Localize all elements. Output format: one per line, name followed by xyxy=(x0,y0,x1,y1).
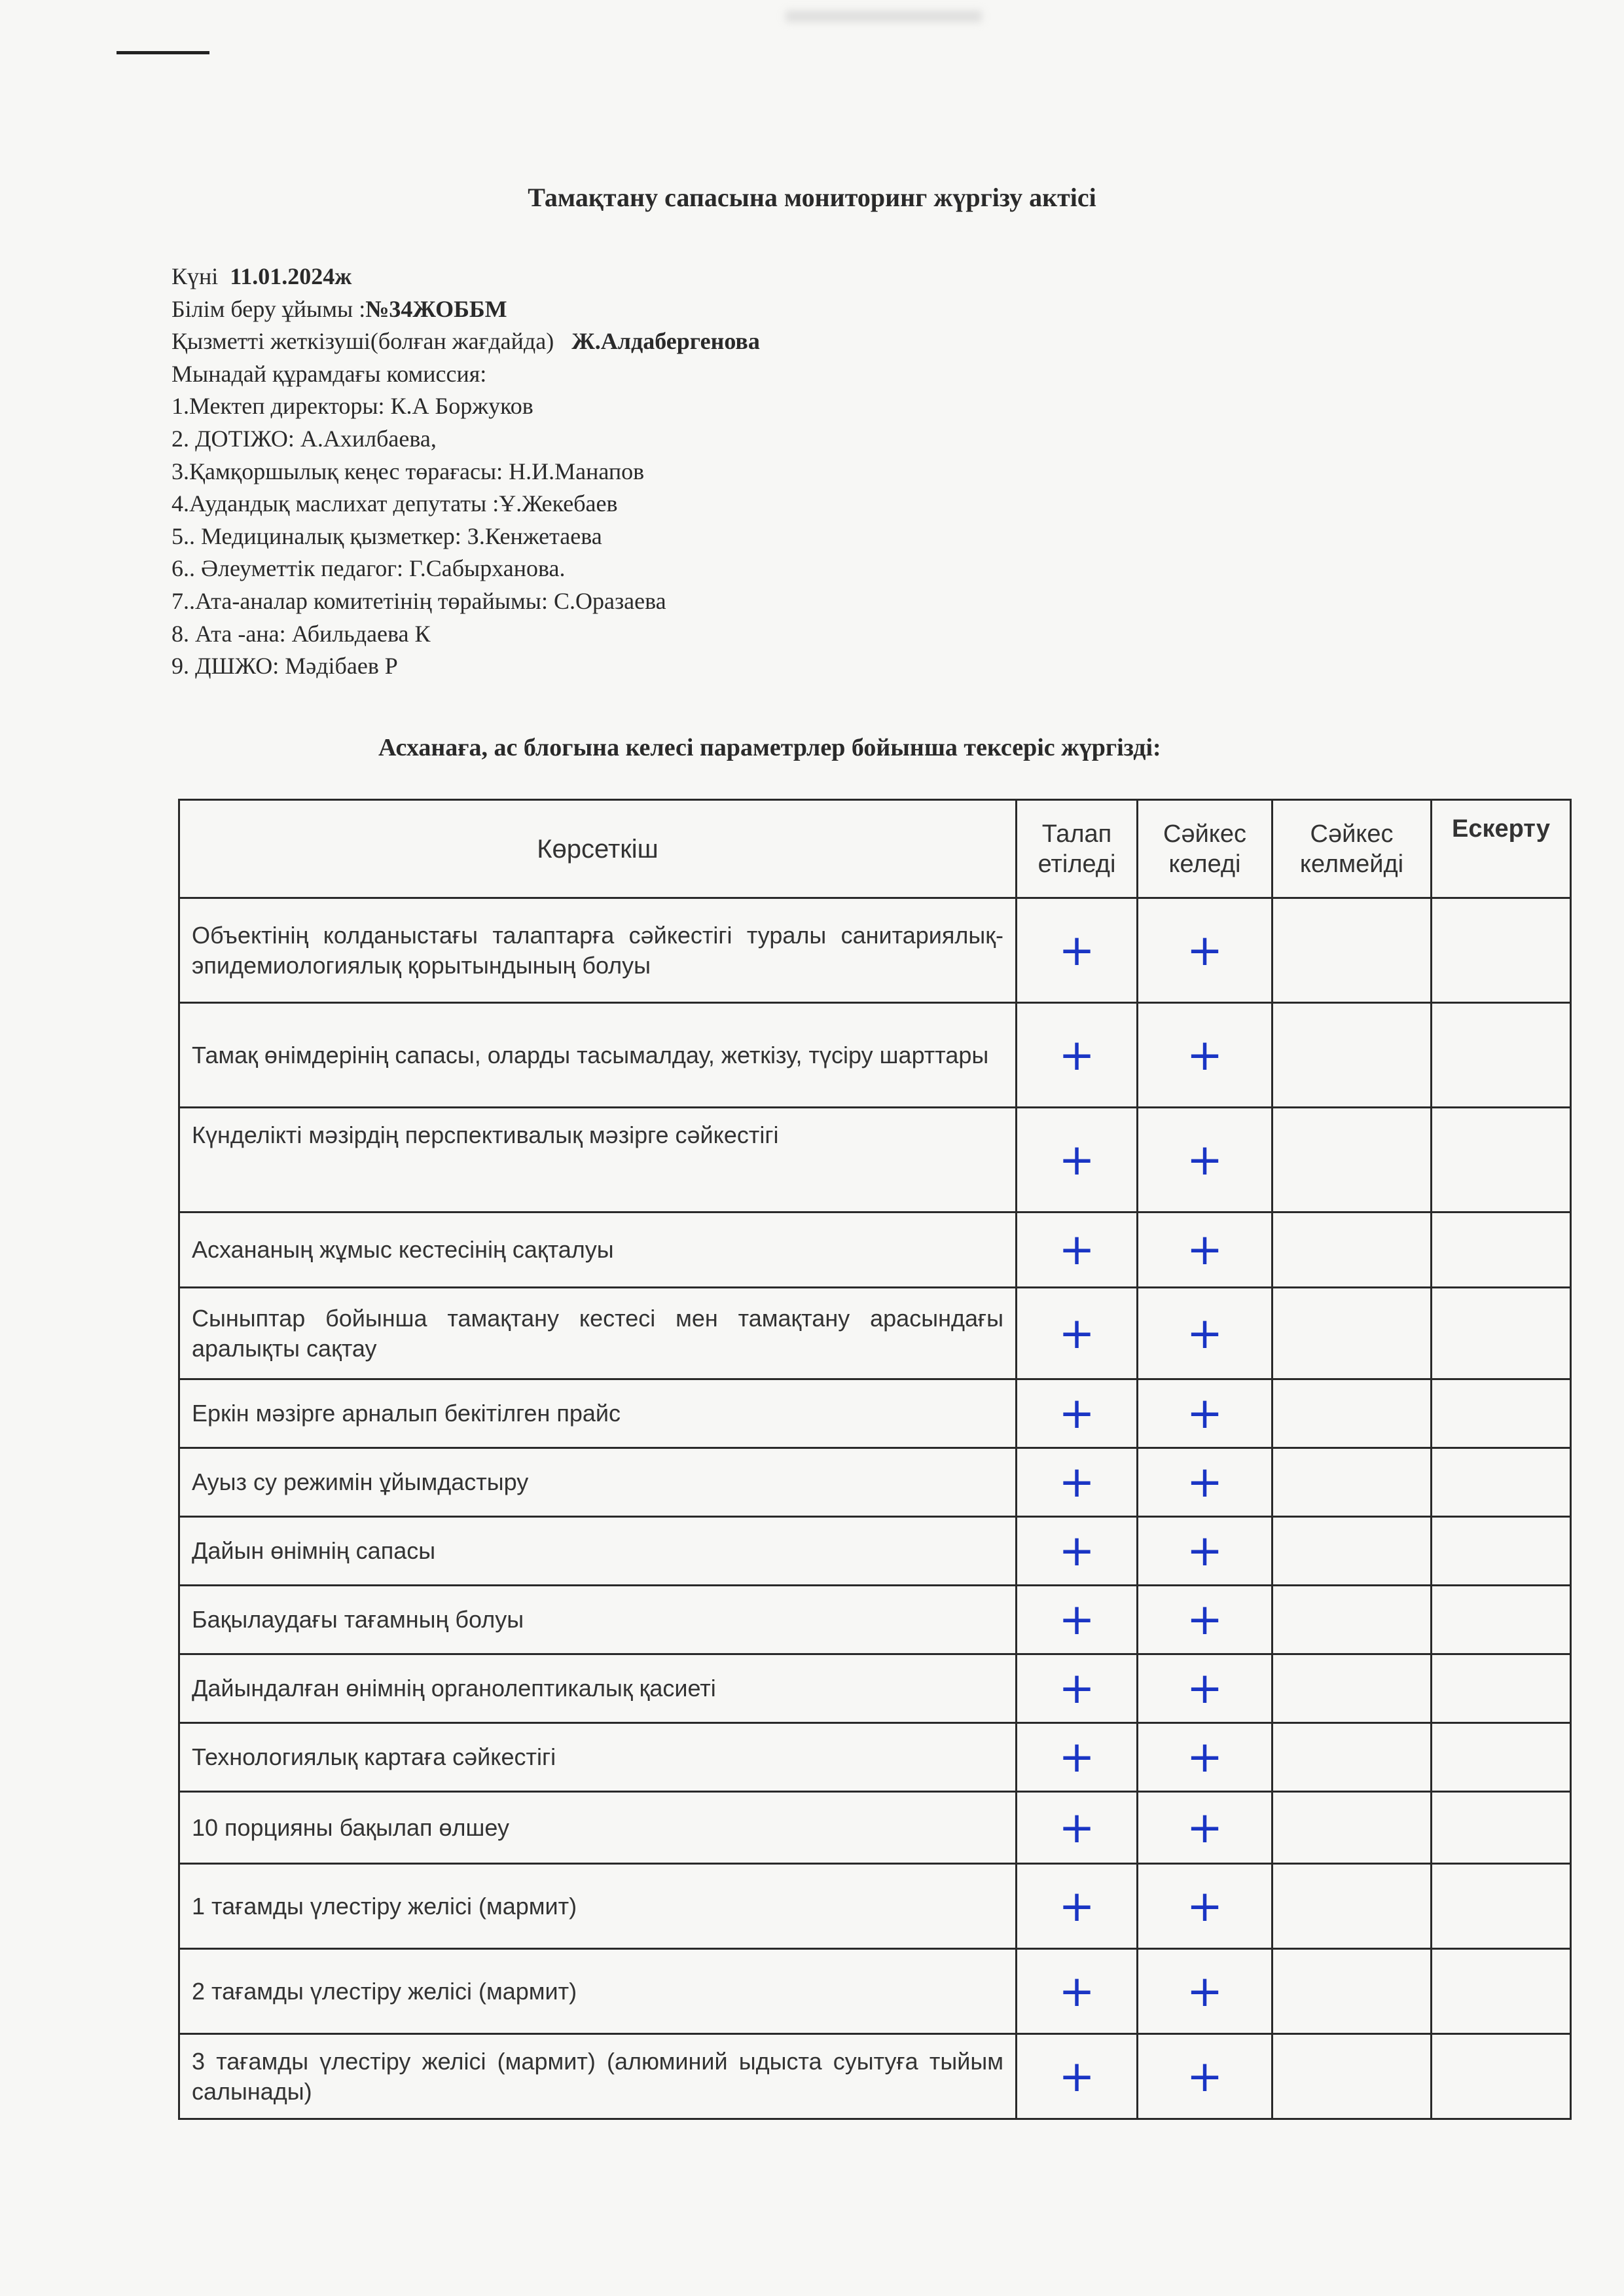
note-cell xyxy=(1432,898,1571,1003)
organization-label: Білім беру ұйымы : xyxy=(171,295,366,322)
required-mark: + xyxy=(1017,1792,1138,1864)
conforms-mark: + xyxy=(1138,1379,1272,1448)
required-mark: + xyxy=(1017,1003,1138,1108)
conforms-mark: + xyxy=(1138,1003,1272,1108)
indicator-cell: Дайындалған өнімнің органолептикалық қасиеті xyxy=(179,1654,1017,1723)
indicator-cell: Күнделікті мәзірдің перспективалық мәзірге сәйкестігі xyxy=(179,1108,1017,1212)
table-row xyxy=(179,1864,1571,1949)
commission-member: 6.. Әлеуметтік педагог: Г.Сабырханова. xyxy=(171,555,566,582)
date-line xyxy=(171,261,760,293)
table-header-row xyxy=(179,800,1571,898)
provider-label: Қызметті жеткізуші(болған жағдайда) xyxy=(171,328,554,355)
commission-intro: Мынадай құрамдағы комиссия: xyxy=(171,360,487,387)
commission-member: 5.. Медициналық қызметкер: З.Кенжетаева xyxy=(171,522,602,549)
not-conforms-cell xyxy=(1272,1949,1432,2034)
indicator-cell: 3 тағамды үлестіру желісі (мармит) (алюминий ыдыста суытуға тыйым салынады) xyxy=(179,2034,1017,2119)
indicator-cell: 10 порцияны бақылап өлшеу xyxy=(179,1792,1017,1864)
note-cell xyxy=(1432,1586,1571,1654)
table-row xyxy=(179,1517,1571,1586)
commission-member: 8. Ата -ана: Абильдаева К xyxy=(171,620,431,647)
not-conforms-cell xyxy=(1272,1003,1432,1108)
indicator-cell: Ауыз су режимін ұйымдастыру xyxy=(179,1448,1017,1517)
not-conforms-cell xyxy=(1272,898,1432,1003)
indicator-cell: Асхананың жұмыс кестесінің сақталуы xyxy=(179,1212,1017,1288)
indicator-cell: 1 тағамды үлестіру желісі (мармит) xyxy=(179,1864,1017,1949)
commission-member: 1.Мектеп директоры: К.А Боржуков xyxy=(171,393,533,420)
conforms-mark: + xyxy=(1138,1212,1272,1288)
table-row xyxy=(179,1212,1571,1288)
table-row xyxy=(179,1448,1571,1517)
not-conforms-cell xyxy=(1272,1379,1432,1448)
note-cell xyxy=(1432,2034,1571,2119)
indicator-cell: Еркін мәзірге арналып бекітілген прайс xyxy=(179,1379,1017,1448)
required-mark: + xyxy=(1017,2034,1138,2119)
not-conforms-cell xyxy=(1272,1586,1432,1654)
provider-line xyxy=(171,325,760,358)
required-mark: + xyxy=(1017,898,1138,1003)
not-conforms-cell xyxy=(1272,1212,1432,1288)
not-conforms-cell xyxy=(1272,1517,1432,1586)
note-cell xyxy=(1432,1517,1571,1586)
not-conforms-cell xyxy=(1272,1288,1432,1379)
table-row xyxy=(179,1792,1571,1864)
conforms-mark: + xyxy=(1138,898,1272,1003)
indicator-cell: Бақылаудағы тағамның болуы xyxy=(179,1586,1017,1654)
indicator-cell: Сыныптар бойынша тамақтану кестесі мен тамақтану арасындағы аралықты сақтау xyxy=(179,1288,1017,1379)
note-cell xyxy=(1432,1379,1571,1448)
table-row xyxy=(179,898,1571,1003)
required-mark: + xyxy=(1017,1288,1138,1379)
required-mark: + xyxy=(1017,1448,1138,1517)
conforms-mark: + xyxy=(1138,1654,1272,1723)
conforms-mark: + xyxy=(1138,1723,1272,1792)
not-conforms-cell xyxy=(1272,1654,1432,1723)
table-row xyxy=(179,1108,1571,1212)
required-mark: + xyxy=(1017,1654,1138,1723)
indicator-cell: Технологиялық картаға сәйкестігі xyxy=(179,1723,1017,1792)
provider-value: Ж.Алдабергенова xyxy=(571,328,760,355)
scan-smudge xyxy=(785,10,982,22)
note-cell xyxy=(1432,1288,1571,1379)
document-title: Тамақтану сапасына мониторинг жүргізу актісі xyxy=(528,183,1096,212)
note-cell xyxy=(1432,1792,1571,1864)
required-mark: + xyxy=(1017,1379,1138,1448)
indicator-cell: Дайын өнімнің сапасы xyxy=(179,1517,1017,1586)
indicator-cell: Тамақ өнімдерінің сапасы, оларды тасымалдау, жеткізу, түсіру шарттары xyxy=(179,1003,1017,1108)
table-row xyxy=(179,1288,1571,1379)
note-cell xyxy=(1432,1723,1571,1792)
conforms-mark: + xyxy=(1138,1288,1272,1379)
scan-dash-mark xyxy=(117,51,209,54)
table-row xyxy=(179,1379,1571,1448)
note-cell xyxy=(1432,1108,1571,1212)
table-row xyxy=(179,1723,1571,1792)
required-mark: + xyxy=(1017,1864,1138,1949)
conforms-mark: + xyxy=(1138,1448,1272,1517)
commission-member: 4.Аудандық маслихат депутаты :Ұ.Жекебаев xyxy=(171,490,618,517)
conforms-mark: + xyxy=(1138,1864,1272,1949)
commission-member: 2. ДОТІЖО: А.Ахилбаева, xyxy=(171,425,437,452)
conforms-mark: + xyxy=(1138,1792,1272,1864)
header-indicator: Көрсеткіш xyxy=(179,800,1017,898)
not-conforms-cell xyxy=(1272,1108,1432,1212)
header-required: Талап етіледі xyxy=(1017,800,1138,898)
table-row xyxy=(179,1586,1571,1654)
organization-line xyxy=(171,293,760,326)
table-subtitle: Асханаға, ас блогына келесі параметрлер бойынша тексеріс жүргізді: xyxy=(378,734,1161,761)
not-conforms-cell xyxy=(1272,1723,1432,1792)
not-conforms-cell xyxy=(1272,1448,1432,1517)
commission-member: 3.Қамқоршылық кеңес төрағасы: Н.И.Манапов xyxy=(171,458,645,484)
commission-member: 7..Ата-аналар комитетінің төрайымы: С.Оразаева xyxy=(171,587,666,614)
note-cell xyxy=(1432,1212,1571,1288)
commission-member: 9. ДШЖО: Мәдібаев Р xyxy=(171,653,398,680)
header-conforms: Сәйкес келеді xyxy=(1138,800,1272,898)
table-row xyxy=(179,1949,1571,2034)
indicator-cell: 2 тағамды үлестіру желісі (мармит) xyxy=(179,1949,1017,2034)
date-label: Күні xyxy=(171,263,219,289)
conforms-mark: + xyxy=(1138,2034,1272,2119)
required-mark: + xyxy=(1017,1723,1138,1792)
note-cell xyxy=(1432,1864,1571,1949)
not-conforms-cell xyxy=(1272,1792,1432,1864)
conforms-mark: + xyxy=(1138,1108,1272,1212)
required-mark: + xyxy=(1017,1517,1138,1586)
note-cell xyxy=(1432,1448,1571,1517)
required-mark: + xyxy=(1017,1586,1138,1654)
header-not-conforms: Сәйкес келмейді xyxy=(1272,800,1432,898)
conforms-mark: + xyxy=(1138,1586,1272,1654)
required-mark: + xyxy=(1017,1108,1138,1212)
required-mark: + xyxy=(1017,1949,1138,2034)
conforms-mark: + xyxy=(1138,1949,1272,2034)
table-row xyxy=(179,1654,1571,1723)
note-cell xyxy=(1432,1003,1571,1108)
note-cell xyxy=(1432,1949,1571,2034)
note-cell xyxy=(1432,1654,1571,1723)
not-conforms-cell xyxy=(1272,2034,1432,2119)
table-row xyxy=(179,1003,1571,1108)
conforms-mark: + xyxy=(1138,1517,1272,1586)
inspection-table xyxy=(178,799,1572,2120)
table-row xyxy=(179,2034,1571,2119)
not-conforms-cell xyxy=(1272,1864,1432,1949)
date-value: 11.01.2024ж xyxy=(230,263,352,289)
required-mark: + xyxy=(1017,1212,1138,1288)
indicator-cell: Объектінің колданыстағы талаптарға сәйкестігі туралы санитариялық-эпидемиологиялық қорытындының болуы xyxy=(179,898,1017,1003)
organization-value: №34ЖОББМ xyxy=(365,295,507,322)
header-note: Ескерту xyxy=(1432,800,1571,898)
info-block xyxy=(171,261,760,683)
